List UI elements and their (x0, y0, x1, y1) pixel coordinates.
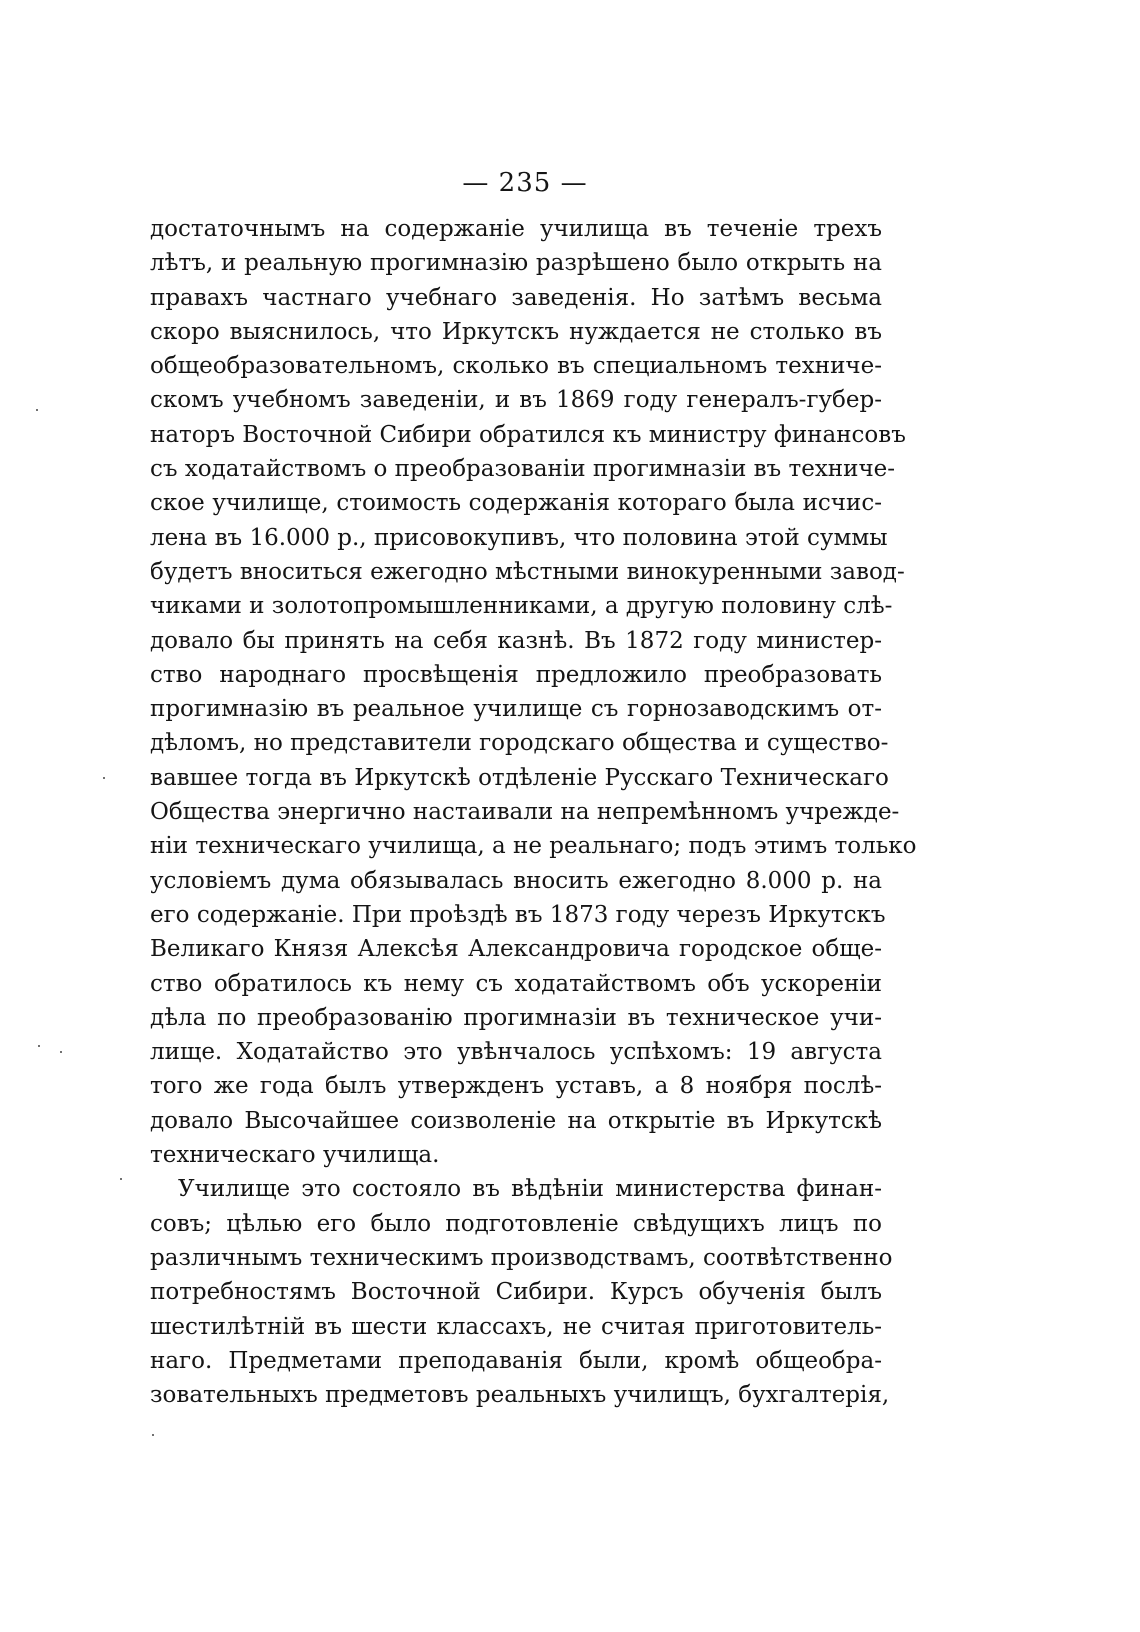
text-line: дѣломъ, но представители городскаго общества и существо- (150, 730, 889, 757)
scan-speck (36, 409, 38, 411)
text-line: зовательныхъ предметовъ реальныхъ училищъ, бухгалтерiя, (150, 1382, 890, 1409)
scan-speck (103, 777, 105, 779)
text-line: его содержанiе. При проѣздѣ въ 1873 году черезъ Иркутскъ (150, 901, 886, 928)
paragraph (150, 1172, 893, 1412)
text-line: Великаго Князя Алексѣя Александровича городское обще- (150, 936, 882, 963)
text-line: того же года былъ утвержденъ уставъ, а 8 ноября послѣ- (150, 1073, 882, 1100)
text-line: потребностямъ Восточной Сибири. Курсъ обученiя былъ (150, 1279, 882, 1306)
text-line: лѣтъ, и реальную прогимназiю разрѣшено было открыть на (150, 250, 882, 277)
text-line: нiи техническаго училища, а не реальнаго; подъ этимъ только (150, 833, 917, 860)
text-line: различнымъ техническимъ производствамъ, соотвѣтственно (150, 1244, 893, 1271)
text-line: лена въ 16.000 р., присовокупивъ, что половина этой суммы (150, 524, 888, 551)
text-line: довало бы принять на себя казнѣ. Въ 1872 году министер- (150, 627, 882, 654)
text-line: вавшее тогда въ Иркутскѣ отдѣленiе Русскаго Техническаго (150, 764, 889, 791)
text-line: дѣла по преобразованiю прогимназiи въ техническое учи- (150, 1004, 882, 1031)
text-line: наторъ Восточной Сибири обратился къ министру финансовъ (150, 421, 906, 448)
text-line: скомъ учебномъ заведенiи, и въ 1869 году генералъ-губер- (150, 387, 882, 414)
text-line: совъ; цѣлью его было подготовленiе свѣдущихъ лицъ по (150, 1210, 882, 1237)
text-line: техническаго училища. (150, 1142, 440, 1169)
text-line: ское училище, стоимость содержанiя котораго была исчис- (150, 490, 882, 517)
scan-speck (120, 1178, 122, 1180)
text-line: ство народнаго просвѣщенiя предложило преобразовать (150, 661, 882, 688)
text-line: шестилѣтнiй въ шести классахъ, не считая приготовитель- (150, 1313, 882, 1340)
scan-speck (38, 1045, 40, 1047)
scan-speck (152, 1434, 154, 1436)
text-line: прогимназiю въ реальное училище съ горнозаводскимъ от- (150, 696, 882, 723)
text-line: наго. Предметами преподаванiя были, кромѣ общеобра- (150, 1347, 882, 1374)
text-line: ство обратилось къ нему съ ходатайствомъ объ ускоренiи (150, 970, 882, 997)
text-line: съ ходатайствомъ о преобразованiи прогимназiи въ техниче- (150, 456, 896, 483)
text-line: будетъ вноситься ежегодно мѣстными винокуренными завод- (150, 558, 905, 585)
text-line: достаточнымъ на содержанiе училища въ теченiе трехъ (150, 216, 882, 242)
text-line: условiемъ дума обязывалась вносить ежегодно 8.000 р. на (150, 867, 882, 894)
text-line: Училище это состояло въ вѣдѣнiи министерства финан- (178, 1176, 882, 1203)
page-number: — 235 — (462, 168, 588, 198)
text-line: общеобразовательномъ, сколько въ специальномъ техниче- (150, 353, 882, 380)
text-line: скоро выяснилось, что Иркутскъ нуждается не столько въ (150, 318, 882, 345)
text-line: Общества энергично настаивали на непремѣнномъ учрежде- (150, 799, 900, 826)
text-line: чиками и золотопромышленниками, а другую половину слѣ- (150, 593, 893, 620)
scan-speck (60, 1051, 62, 1053)
paragraph (150, 212, 917, 1172)
text-line: довало Высочайшее соизволенiе на открытiе въ Иркутскѣ (150, 1107, 882, 1134)
text-line: правахъ частнаго учебнаго заведенiя. Но затѣмъ весьма (150, 284, 882, 311)
text-line: лище. Ходатайство это увѣнчалось успѣхомъ: 19 августа (150, 1039, 882, 1066)
body-text (150, 212, 917, 1412)
